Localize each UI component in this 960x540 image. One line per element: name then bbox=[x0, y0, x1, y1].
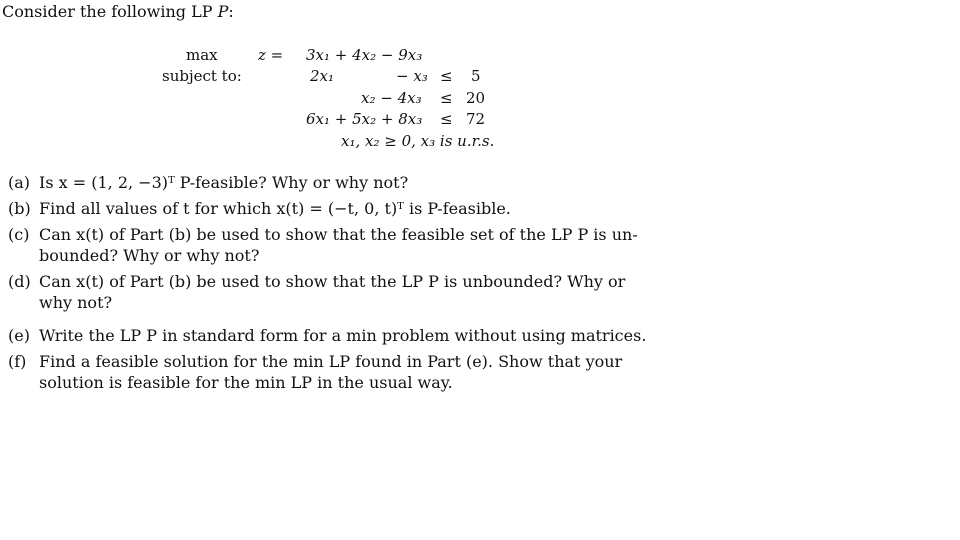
subject-to-label: subject to: bbox=[162, 67, 242, 85]
lp-name: P bbox=[217, 2, 229, 21]
max-label: max bbox=[186, 46, 218, 64]
constraint-2-relation: ≤ bbox=[440, 89, 453, 107]
constraint-1-relation: ≤ bbox=[440, 67, 453, 85]
intro-text: Consider the following LP bbox=[2, 2, 218, 21]
constraint-1-lhs-a: 2x₁ bbox=[310, 67, 335, 85]
objective-var: z = bbox=[258, 46, 284, 64]
part-text: Can x(t) of Part (b) be used to show that the LP P is unbounded? Why or why not? bbox=[39, 272, 626, 312]
objective-function: 3x₁ + 4x₂ − 9x₃ bbox=[306, 46, 423, 64]
part-b bbox=[8, 198, 658, 219]
part-label: (f) bbox=[8, 352, 27, 371]
intro-suffix: : bbox=[228, 2, 234, 21]
part-label: (d) bbox=[8, 272, 31, 291]
constraint-1-rhs: 5 bbox=[471, 67, 481, 85]
part-text: Can x(t) of Part (b) be used to show that the feasible set of the LP P is un-bounded? Why or why not? bbox=[39, 225, 638, 265]
constraint-3-lhs: 6x₁ + 5x₂ + 8x₃ bbox=[306, 110, 423, 128]
constraint-2-rhs: 20 bbox=[466, 89, 486, 107]
part-e bbox=[8, 325, 658, 346]
constraint-3-rhs: 72 bbox=[466, 110, 486, 128]
sign-restrictions: x₁, x₂ ≥ 0, x₃ is u.r.s. bbox=[341, 132, 495, 150]
part-label: (e) bbox=[8, 326, 30, 345]
part-label: (b) bbox=[8, 199, 31, 218]
intro-line bbox=[2, 2, 234, 21]
part-f bbox=[8, 351, 658, 393]
constraint-2-lhs: x₂ − 4x₃ bbox=[361, 89, 422, 107]
part-a bbox=[8, 172, 658, 193]
part-label: (c) bbox=[8, 225, 30, 244]
part-text: Is x = (1, 2, −3)ᵀ P-feasible? Why or why not? bbox=[39, 173, 409, 192]
part-text: Find a feasible solution for the min LP found in Part (e). Show that your solution is feasible for the min LP in the usual way. bbox=[39, 352, 623, 392]
part-c bbox=[8, 224, 658, 266]
part-text: Write the LP P in standard form for a min problem without using matrices. bbox=[39, 326, 647, 345]
part-label: (a) bbox=[8, 173, 31, 192]
constraint-1-lhs-b: − x₃ bbox=[396, 67, 428, 85]
part-text: Find all values of t for which x(t) = (−t, 0, t)ᵀ is P-feasible. bbox=[39, 199, 511, 218]
part-d bbox=[8, 271, 658, 313]
question-parts bbox=[8, 172, 658, 398]
constraint-3-relation: ≤ bbox=[440, 110, 453, 128]
